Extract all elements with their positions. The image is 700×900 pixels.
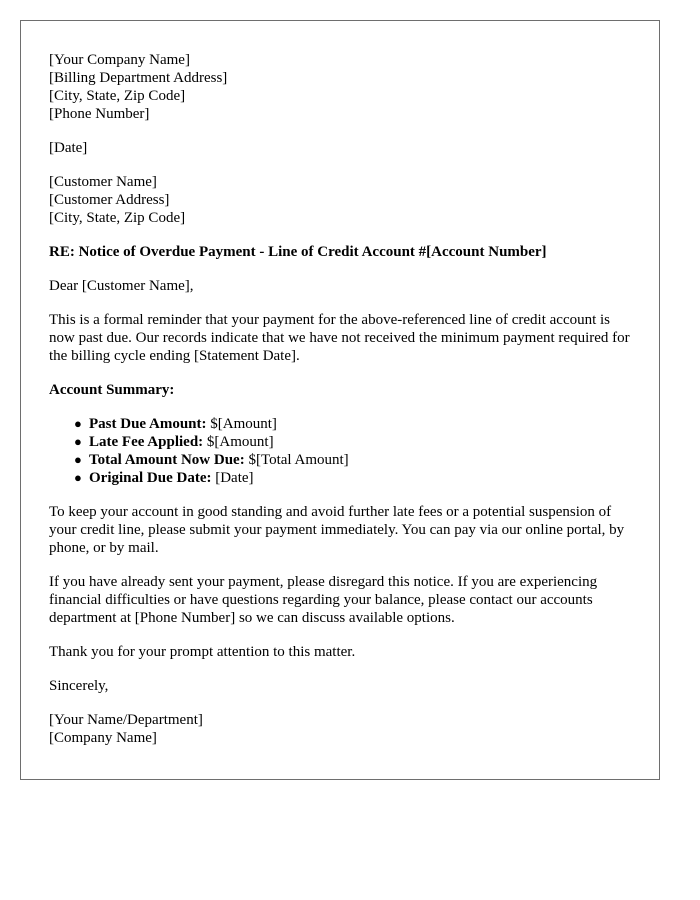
closing: Sincerely, <box>49 678 109 694</box>
bullet-icon: ● <box>74 452 82 467</box>
recipient-city-state-zip: [City, State, Zip Code] <box>49 210 186 226</box>
sender-block <box>49 51 631 123</box>
summary-item-label: Original Due Date: <box>89 470 212 486</box>
summary-item-label: Past Due Amount: <box>89 416 207 432</box>
summary-item-value: [Date] <box>215 470 254 486</box>
summary-item-value: $[Amount] <box>206 434 274 450</box>
letter-date: [Date] <box>49 140 88 156</box>
summary-item <box>74 469 631 487</box>
paragraph-thank-you: Thank you for your prompt attention to this matter. <box>49 644 356 660</box>
paragraph-payment-instructions: To keep your account in good standing and avoid further late fees or a potential suspension of your credit line, please submit your payment immediately. You can pay via our online portal, by phone, or by mail. <box>49 504 625 556</box>
sender-company-name: [Your Company Name] <box>49 52 190 68</box>
recipient-block <box>49 173 631 227</box>
letter-page <box>20 20 660 780</box>
recipient-name: [Customer Name] <box>49 174 157 190</box>
recipient-address: [Customer Address] <box>49 192 170 208</box>
summary-item-label: Total Amount Now Due: <box>89 452 245 468</box>
summary-item <box>74 433 631 451</box>
summary-item-value: $[Amount] <box>210 416 277 432</box>
signature-block <box>49 711 631 747</box>
summary-item <box>74 451 631 469</box>
summary-item <box>74 415 631 433</box>
sender-phone: [Phone Number] <box>49 106 150 122</box>
bullet-icon: ● <box>74 416 82 431</box>
signature-company-name: [Company Name] <box>49 730 157 746</box>
account-summary-heading: Account Summary: <box>49 382 175 398</box>
bullet-icon: ● <box>74 470 82 485</box>
signature-name-department: [Your Name/Department] <box>49 712 203 728</box>
sender-address: [Billing Department Address] <box>49 70 228 86</box>
paragraph-disregard-notice: If you have already sent your payment, please disregard this notice. If you are experiencing financial difficulties or have questions regarding your balance, please contact our accounts department at [Phone Number] so we can discuss available options. <box>49 574 598 626</box>
summary-item-label: Late Fee Applied: <box>89 434 204 450</box>
bullet-icon: ● <box>74 434 82 449</box>
salutation: Dear [Customer Name], <box>49 278 194 294</box>
account-summary-list <box>49 415 631 487</box>
subject-line: RE: Notice of Overdue Payment - Line of Credit Account #[Account Number] <box>49 244 547 260</box>
summary-item-value: $[Total Amount] <box>248 452 349 468</box>
paragraph-reminder: This is a formal reminder that your payment for the above-referenced line of credit account is now past due. Our records indicate that we have not received the minimum payment required for the billing cycle ending [Statement Date]. <box>49 312 630 364</box>
sender-city-state-zip: [City, State, Zip Code] <box>49 88 186 104</box>
